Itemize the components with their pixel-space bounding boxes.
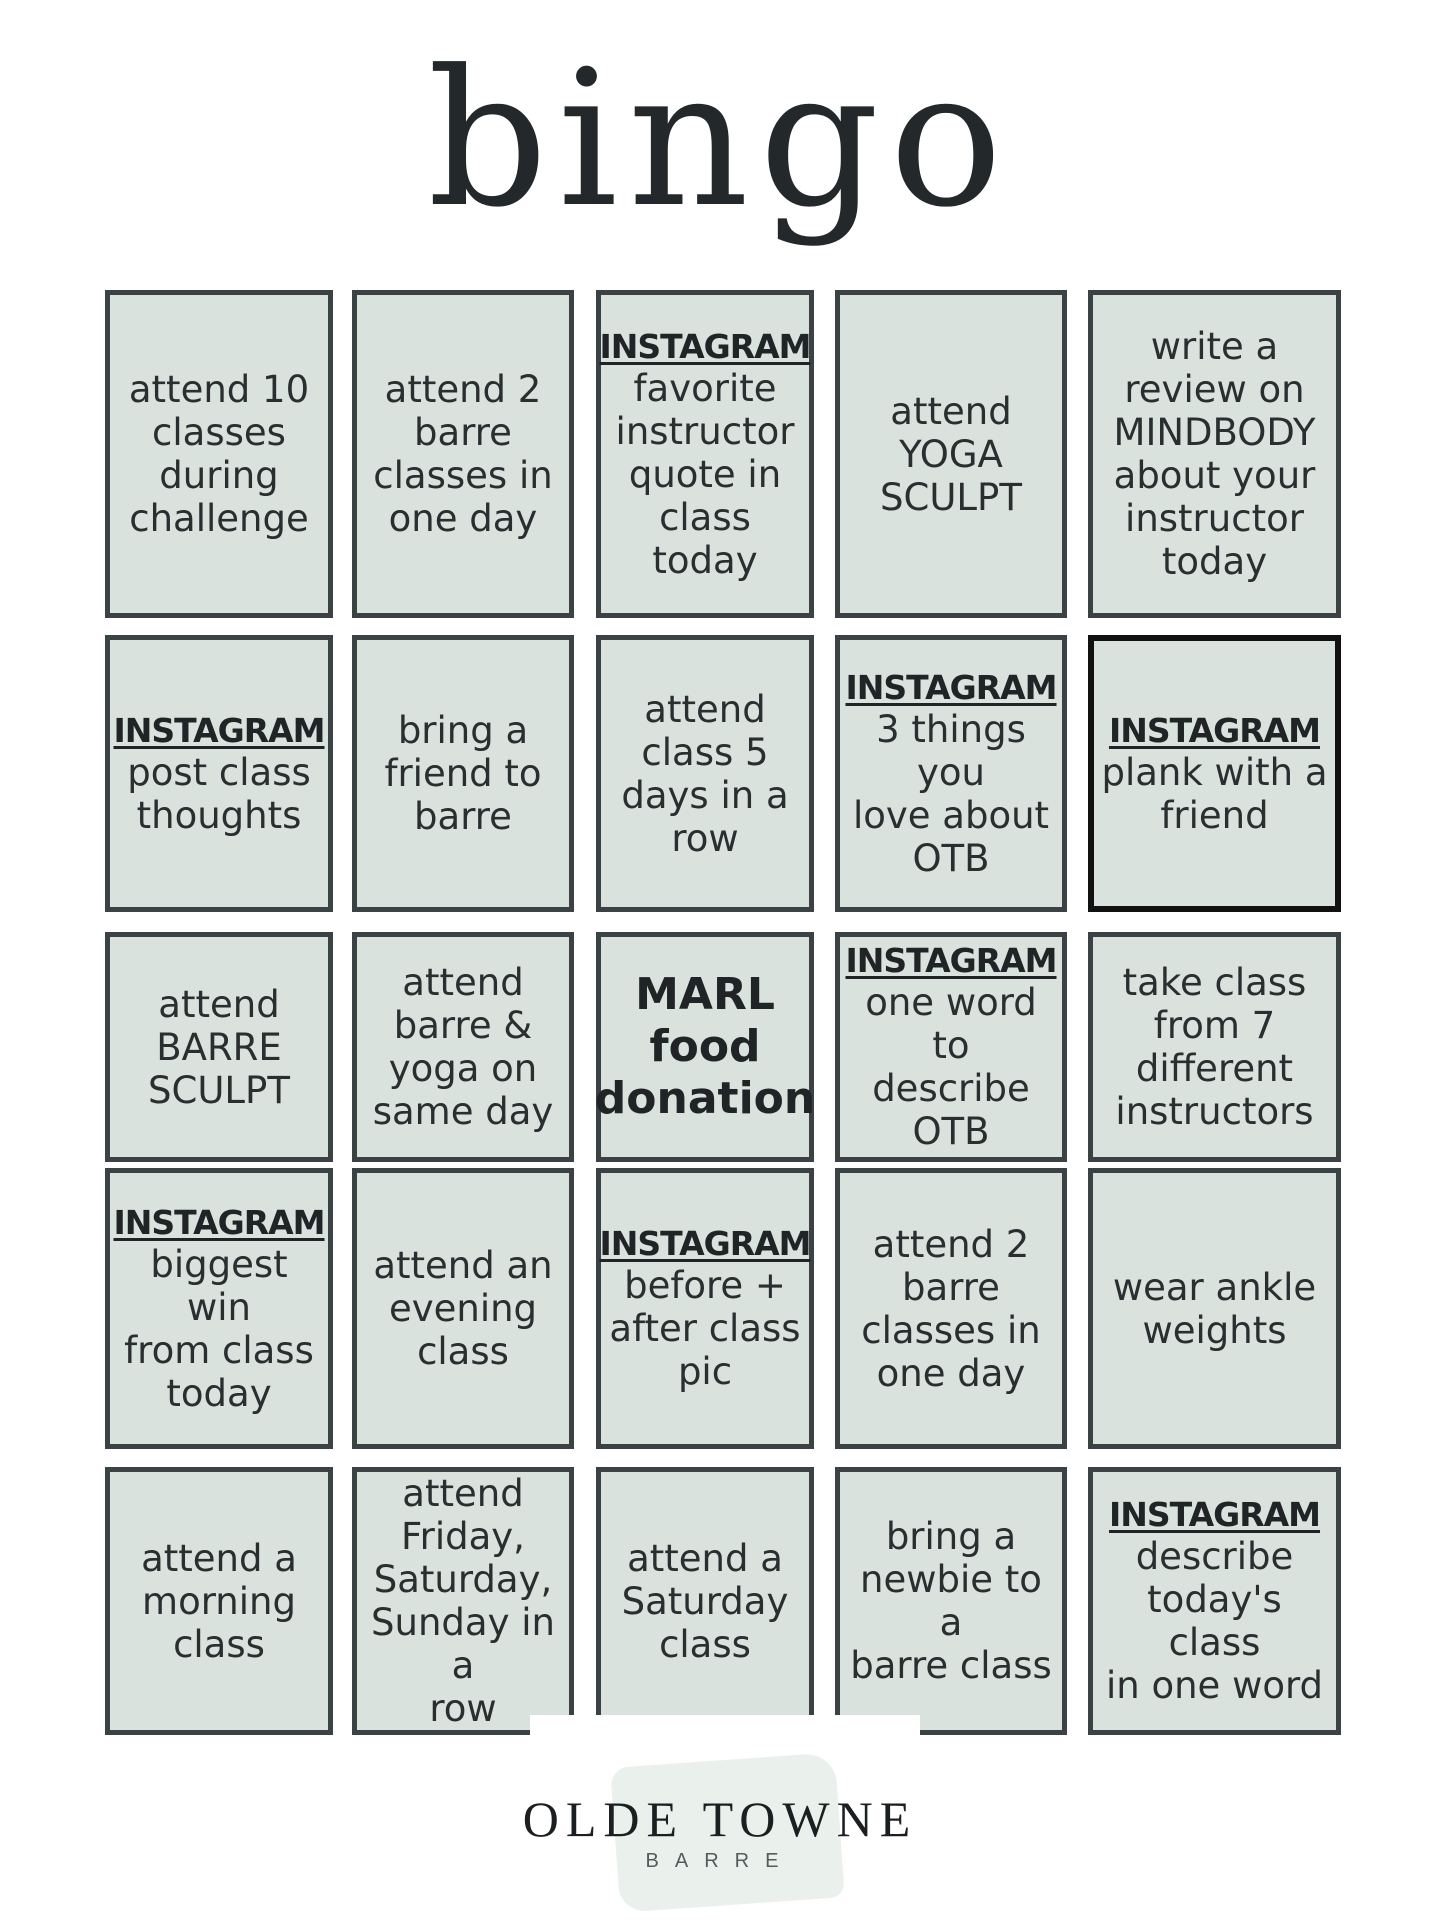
bingo-square-text: attend 2 barre classes in one day: [861, 1222, 1041, 1395]
bingo-square[interactable]: [352, 1467, 574, 1735]
bingo-square[interactable]: [105, 932, 333, 1162]
bingo-square[interactable]: [1088, 635, 1341, 912]
bingo-square-text: attend 2 barre classes in one day: [373, 368, 553, 540]
bingo-square-text: MARL food donation: [594, 969, 816, 1124]
bingo-square-content: [141, 1537, 297, 1666]
bingo-square-content: [599, 326, 811, 582]
instagram-tag: INSTAGRAM: [113, 1202, 325, 1242]
bingo-square[interactable]: [835, 932, 1067, 1162]
bingo-square[interactable]: [835, 1168, 1067, 1449]
bingo-square[interactable]: [105, 1168, 333, 1449]
bingo-square-content: [1114, 325, 1316, 583]
instagram-tag: INSTAGRAM: [599, 1224, 811, 1263]
bingo-square-content: [1113, 1266, 1316, 1352]
bingo-square-text: 3 things you love about OTB: [852, 707, 1050, 880]
bingo-square[interactable]: [1088, 1467, 1341, 1735]
footer-divider: [530, 1715, 920, 1745]
bingo-square[interactable]: [596, 1168, 814, 1449]
bingo-square[interactable]: [352, 1168, 574, 1449]
bingo-square[interactable]: [835, 1467, 1067, 1735]
bingo-square-content: [373, 1244, 552, 1373]
bingo-square-content: [113, 710, 325, 837]
bingo-square-text: favorite instructor quote in class today: [615, 366, 795, 582]
bingo-square[interactable]: [105, 1467, 333, 1735]
bingo-square-text: take class from 7 different instructors: [1115, 961, 1314, 1133]
bingo-square-content: [373, 368, 552, 540]
bingo-square-text: attend a Saturday class: [621, 1536, 789, 1666]
bingo-square-text: biggest win from class today: [124, 1242, 314, 1415]
bingo-square-content: [1115, 961, 1313, 1133]
bingo-square[interactable]: [1088, 1168, 1341, 1449]
bingo-square-text: one word to describe OTB: [865, 981, 1037, 1153]
bingo-square-content: [861, 1223, 1040, 1395]
bingo-square[interactable]: [835, 635, 1067, 912]
bingo-square-content: [1101, 711, 1327, 837]
bingo-square-text: attend a morning class: [141, 1536, 297, 1666]
instagram-tag: INSTAGRAM: [845, 941, 1057, 980]
bingo-square-text: describe today's class in one word: [1105, 1535, 1324, 1707]
logo-name: OLDE TOWNE: [522, 1791, 918, 1847]
bingo-square[interactable]: [596, 1467, 814, 1735]
bingo-square-content: [384, 709, 541, 838]
bingo-square-text: post class thoughts: [127, 750, 311, 837]
bingo-square-content: [846, 941, 1056, 1153]
bingo-square-text: bring a friend to barre: [384, 709, 542, 838]
bingo-square-content: [846, 1515, 1056, 1687]
bingo-square-text: attend 10 classes during challenge: [128, 368, 310, 540]
bingo-square[interactable]: [835, 290, 1067, 618]
bingo-square-content: [846, 668, 1056, 880]
bingo-square[interactable]: [352, 635, 574, 912]
bingo-square[interactable]: [105, 635, 333, 912]
instagram-tag: INSTAGRAM: [113, 710, 325, 750]
bingo-square[interactable]: [596, 932, 814, 1162]
bingo-square-content: [1099, 1495, 1330, 1707]
bingo-square-text: wear ankle weights: [1112, 1265, 1317, 1352]
bingo-square-text: attend class 5 days in a row: [621, 687, 789, 860]
bingo-square-text: attend Friday, Saturday, Sunday in a row: [371, 1472, 555, 1730]
bingo-square[interactable]: [596, 635, 814, 912]
bingo-square-content: [148, 983, 290, 1112]
bingo-square-content: [621, 688, 788, 860]
bingo-square[interactable]: [1088, 932, 1341, 1162]
bingo-square-content: [594, 969, 816, 1125]
bingo-square-content: [599, 1224, 811, 1393]
instagram-tag: INSTAGRAM: [1108, 710, 1320, 750]
bingo-square-content: [129, 368, 309, 540]
instagram-tag: INSTAGRAM: [599, 326, 811, 366]
bingo-square-text: attend an evening class: [373, 1244, 553, 1373]
bingo-square-content: [113, 1202, 325, 1415]
bingo-square-text: before + after class pic: [609, 1264, 801, 1393]
logo-subtitle: BARRE: [645, 1850, 795, 1872]
bingo-square-content: [373, 961, 554, 1133]
bingo-square-content: [880, 390, 1022, 519]
bingo-square-text: plank with a friend: [1101, 750, 1328, 837]
bingo-square-text: attend BARRE SCULPT: [148, 982, 290, 1112]
instagram-tag: INSTAGRAM: [845, 667, 1057, 707]
bingo-square[interactable]: [1088, 290, 1341, 618]
bingo-square-text: attend barre & yoga on same day: [372, 961, 554, 1133]
page-title: bingo: [427, 30, 1013, 249]
bingo-square[interactable]: [352, 290, 574, 618]
bingo-square[interactable]: [596, 290, 814, 618]
instagram-tag: INSTAGRAM: [1108, 1495, 1321, 1534]
bingo-square-content: [622, 1537, 789, 1666]
bingo-square-text: attend YOGA SCULPT: [880, 389, 1022, 519]
bingo-square-text: write a review on MINDBODY about your instructor today: [1113, 325, 1316, 583]
bingo-square-text: bring a newbie to a barre class: [850, 1515, 1052, 1687]
bingo-square[interactable]: [352, 932, 574, 1162]
bingo-square-content: [363, 1472, 563, 1730]
bingo-square[interactable]: [105, 290, 333, 618]
